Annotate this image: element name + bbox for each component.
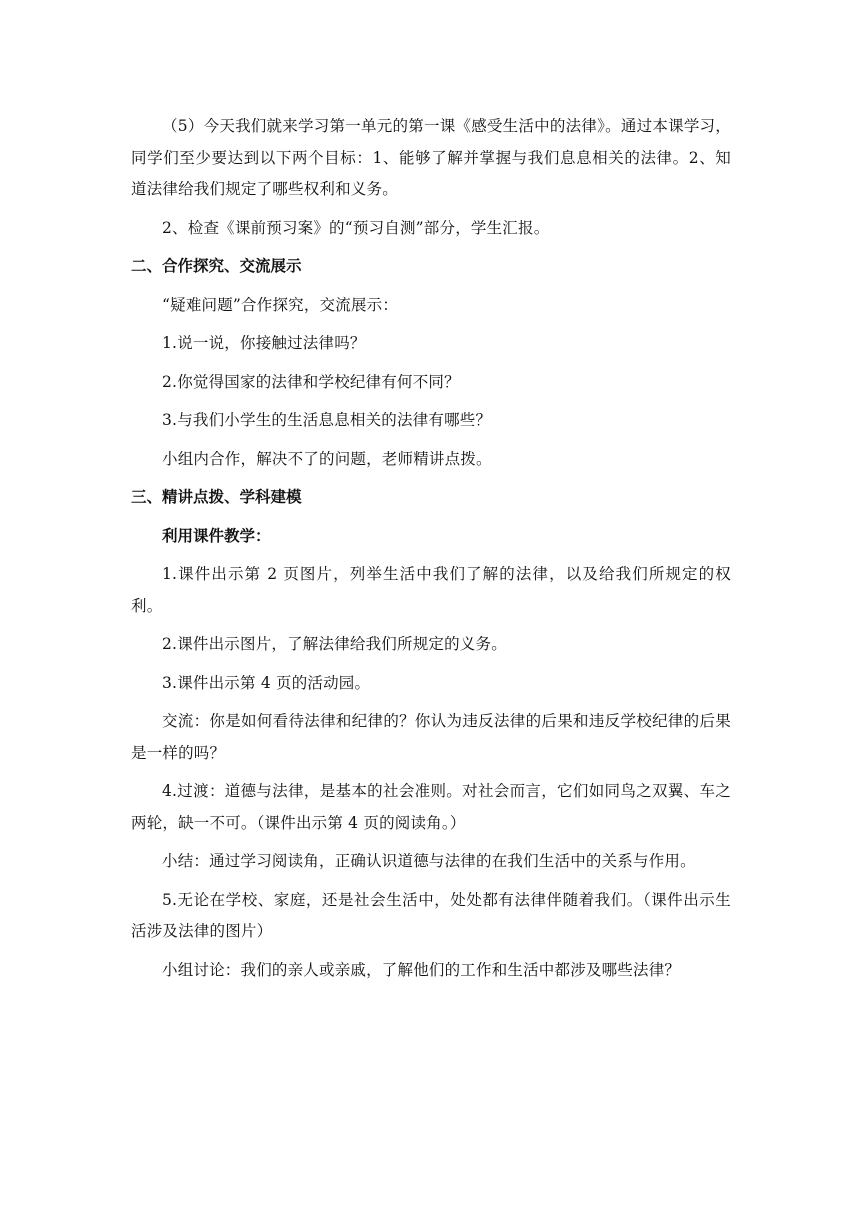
- list-item-courseware-3: 3.课件出示第 4 页的活动园。: [162, 673, 371, 692]
- paragraph-group-cooperation: 小组内合作，解决不了的问题，老师精讲点拨。: [162, 449, 492, 468]
- subheading-courseware: 利用课件教学：: [162, 526, 271, 545]
- list-item-question-1: 1.说一说，你接触过法律吗？: [162, 334, 366, 352]
- list-item-transition-4: 4.过渡：道德与法律，是基本的社会准则。对社会而言，它们如同鸟之双翼、车之两轮，缺一不可。（课件出示第 4 页的阅读角。）: [131, 782, 731, 832]
- list-item-courseware-2: 2.课件出示图片，了解法律给我们所规定的义务。: [162, 635, 507, 653]
- list-item-courseware-1: 1.课件出示第 2 页图片，列举生活中我们了解的法律，以及给我们所规定的权利。: [131, 565, 731, 615]
- paragraph-check-preview: 2、检查《课前预习案》的“预习自测”部分，学生汇报。: [162, 218, 550, 237]
- section-heading-cooperation: 二、合作探究、交流展示: [131, 257, 302, 275]
- paragraph-group-discussion: 小组讨论：我们的亲人或亲戚，了解他们的工作和生活中都涉及哪些法律？: [162, 960, 681, 979]
- list-item-question-2: 2.你觉得国家的法律和学校纪律有何不同？: [162, 372, 460, 391]
- paragraph-difficult-questions: “疑难问题”合作探究，交流展示：: [162, 295, 399, 314]
- list-item-law-everywhere-5: 5.无论在学校、家庭，还是社会生活中，处处都有法律伴随着我们。（课件出示生活涉及法律的图片）: [131, 890, 731, 940]
- paragraph-exchange: 交流：你是如何看待法律和纪律的？你认为违反法律的后果和违反学校纪律的后果是一样的吗？: [131, 712, 731, 762]
- section-heading-explanation: 三、精讲点拨、学科建模: [131, 488, 302, 506]
- list-item-question-3: 3.与我们小学生的生活息息相关的法律有哪些？: [162, 411, 492, 429]
- paragraph-summary: 小结：通过学习阅读角，正确认识道德与法律的在我们生活中的关系与作用。: [162, 852, 696, 870]
- paragraph-intro-goals: （5）今天我们就来学习第一单元的第一课《感受生活中的法律》。通过本课学习，同学们至少要达到以下两个目标：1、能够了解并掌握与我们息息相关的法律。2、知道法律给我们规定了哪些权利和义务。: [131, 117, 731, 198]
- document-body: [131, 111, 731, 986]
